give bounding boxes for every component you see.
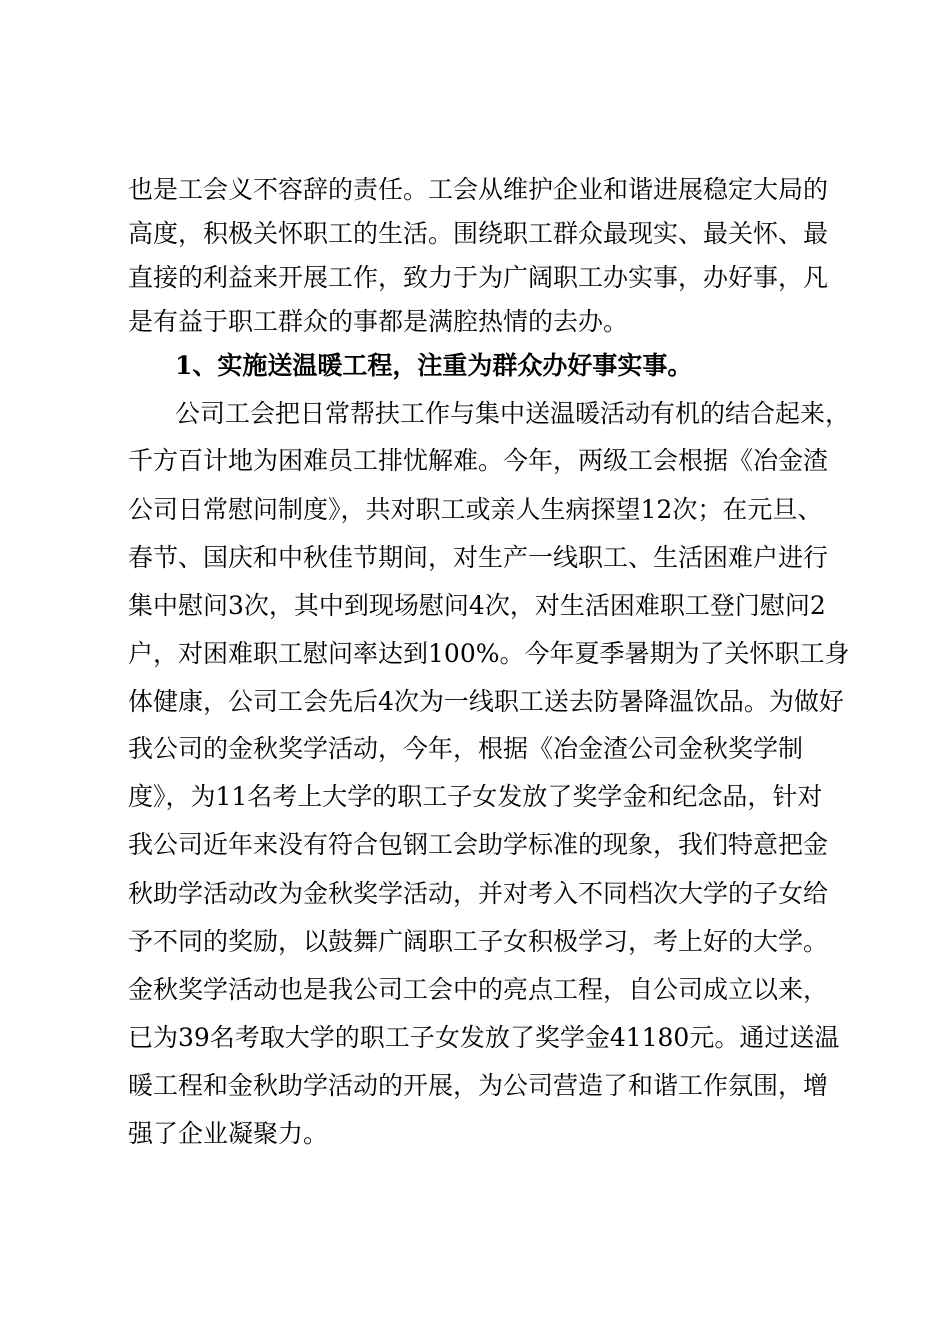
text-line-19: 已为39名考取大学的职工子女发放了奖学金41180元。通过送温 bbox=[128, 1023, 840, 1052]
section-heading: 1、实施送温暖工程，注重为群众办好事实事。 bbox=[175, 351, 693, 380]
text-line-11: 户，对困难职工慰问率达到100%。今年夏季暑期为了关怀职工身 bbox=[128, 639, 850, 668]
text-line-15: 我公司近年来没有符合包钢工会助学标准的现象，我们特意把金 bbox=[128, 830, 829, 859]
text-line-13: 我公司的金秋奖学活动，今年，根据《冶金渣公司金秋奖学制 bbox=[128, 734, 804, 763]
paragraph-first-line: 公司工会把日常帮扶工作与集中送温暖活动有机的结合起来， bbox=[175, 399, 851, 428]
text-line-1: 也是工会义不容辞的责任。工会从维护企业和谐进展稳定大局的 bbox=[128, 175, 829, 204]
text-line-12: 体健康，公司工会先后4次为一线职工送去防暑降温饮品。为做好 bbox=[128, 687, 844, 716]
text-line-4: 是有益于职工群众的事都是满腔热情的去办。 bbox=[128, 307, 629, 336]
text-line-9: 春节、国庆和中秋佳节期间，对生产一线职工、生活困难户进行 bbox=[128, 543, 829, 572]
text-line-8: 公司日常慰问制度》，共对职工或亲人生病探望12次；在元旦、 bbox=[128, 495, 823, 524]
text-line-21: 强了企业凝聚力。 bbox=[128, 1119, 329, 1148]
text-line-20: 暖工程和金秋助学活动的开展，为公司营造了和谐工作氛围，增 bbox=[128, 1071, 829, 1100]
text-line-7: 千方百计地为困难员工排忧解难。今年，两级工会根据《冶金渣 bbox=[128, 446, 829, 475]
text-line-18: 金秋奖学活动也是我公司工会中的亮点工程，自公司成立以来， bbox=[128, 975, 829, 1004]
text-line-14: 度》，为11名考上大学的职工子女发放了奖学金和纪念品，针对 bbox=[128, 782, 823, 811]
text-line-10: 集中慰问3次，其中到现场慰问4次，对生活困难职工登门慰问2 bbox=[128, 591, 826, 620]
text-line-16: 秋助学活动改为金秋奖学活动，并对考入不同档次大学的子女给 bbox=[128, 879, 829, 908]
text-line-17: 予不同的奖励，以鼓舞广阔职工子女积极学习，考上好的大学。 bbox=[128, 927, 829, 956]
text-line-2: 高度，积极关怀职工的生活。围绕职工群众最现实、最关怀、最 bbox=[128, 219, 829, 248]
text-line-3: 直接的利益来开展工作，致力于为广阔职工办实事，办好事，凡 bbox=[128, 263, 829, 292]
